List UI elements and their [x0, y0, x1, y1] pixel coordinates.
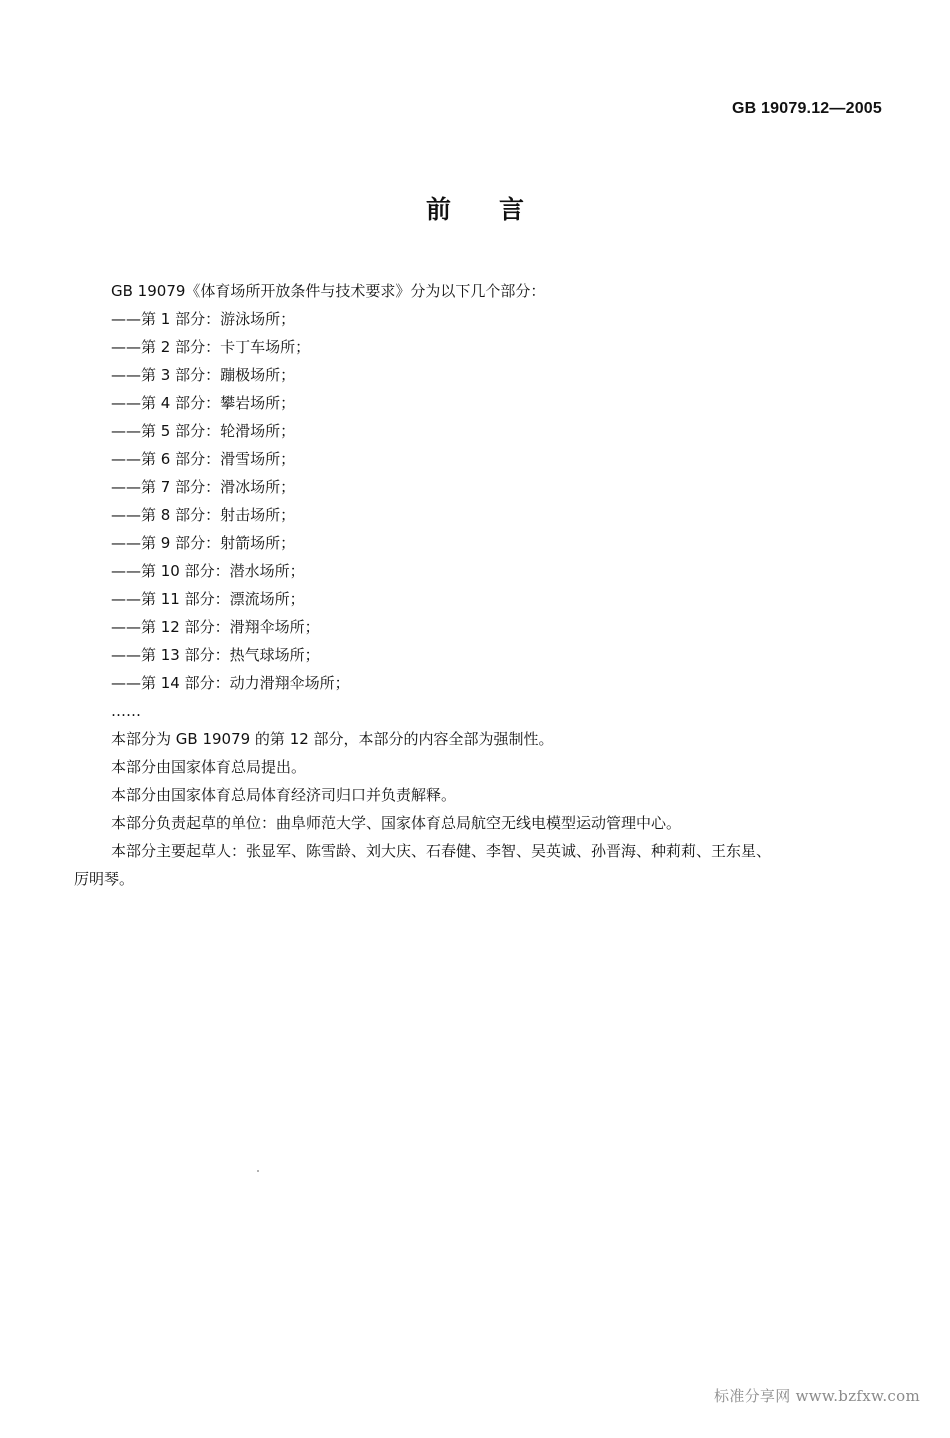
list-item: ——第 8 部分：射击场所；: [111, 506, 296, 524]
list-item: ——第 4 部分：攀岩场所；: [111, 394, 296, 412]
page-title: 前言: [425, 195, 572, 224]
list-item: ——第 3 部分：蹦极场所；: [111, 366, 296, 384]
list-item: ——第 7 部分：滑冰场所；: [111, 478, 296, 496]
intro-paragraph: GB 19079《体育场所开放条件与技术要求》分为以下几个部分：: [111, 282, 546, 300]
ellipsis: ……: [111, 702, 141, 720]
standard-code: GB 19079.12—2005: [732, 100, 882, 117]
list-item: ——第 12 部分：滑翔伞场所；: [111, 618, 320, 636]
list-item: ——第 5 部分：轮滑场所；: [111, 422, 296, 440]
proposer-statement: 本部分由国家体育总局提出。: [111, 758, 307, 776]
scan-speck: [257, 1170, 259, 1172]
list-item: ——第 10 部分：潜水场所；: [111, 562, 305, 580]
watermark: 标准分享网 www.bzfxw.com: [714, 1387, 920, 1405]
drafting-units-statement: 本部分负责起草的单位：曲阜师范大学、国家体育总局航空无线电模型运动管理中心。: [111, 814, 682, 832]
drafters-statement: 本部分主要起草人：张显军、陈雪龄、刘大庆、石春健、李智、吴英诚、孙晋海、种莉莉、王东星、: [111, 842, 772, 860]
responsibility-statement: 本部分由国家体育总局体育经济司归口并负责解释。: [111, 786, 457, 804]
list-item: ——第 9 部分：射箭场所；: [111, 534, 296, 552]
list-item: ——第 2 部分：卡丁车场所；: [111, 338, 311, 356]
drafters-statement-continued: 厉明琴。: [74, 870, 135, 888]
foreword-body: [74, 277, 886, 893]
list-item: ——第 1 部分：游泳场所；: [111, 310, 296, 328]
list-item: ——第 11 部分：漂流场所；: [111, 590, 305, 608]
mandatory-statement: 本部分为 GB 19079 的第 12 部分，本部分的内容全部为强制性。: [111, 730, 554, 748]
list-item: ——第 13 部分：热气球场所；: [111, 646, 320, 664]
list-item: ——第 6 部分：滑雪场所；: [111, 450, 296, 468]
list-item: ——第 14 部分：动力滑翔伞场所；: [111, 674, 350, 692]
